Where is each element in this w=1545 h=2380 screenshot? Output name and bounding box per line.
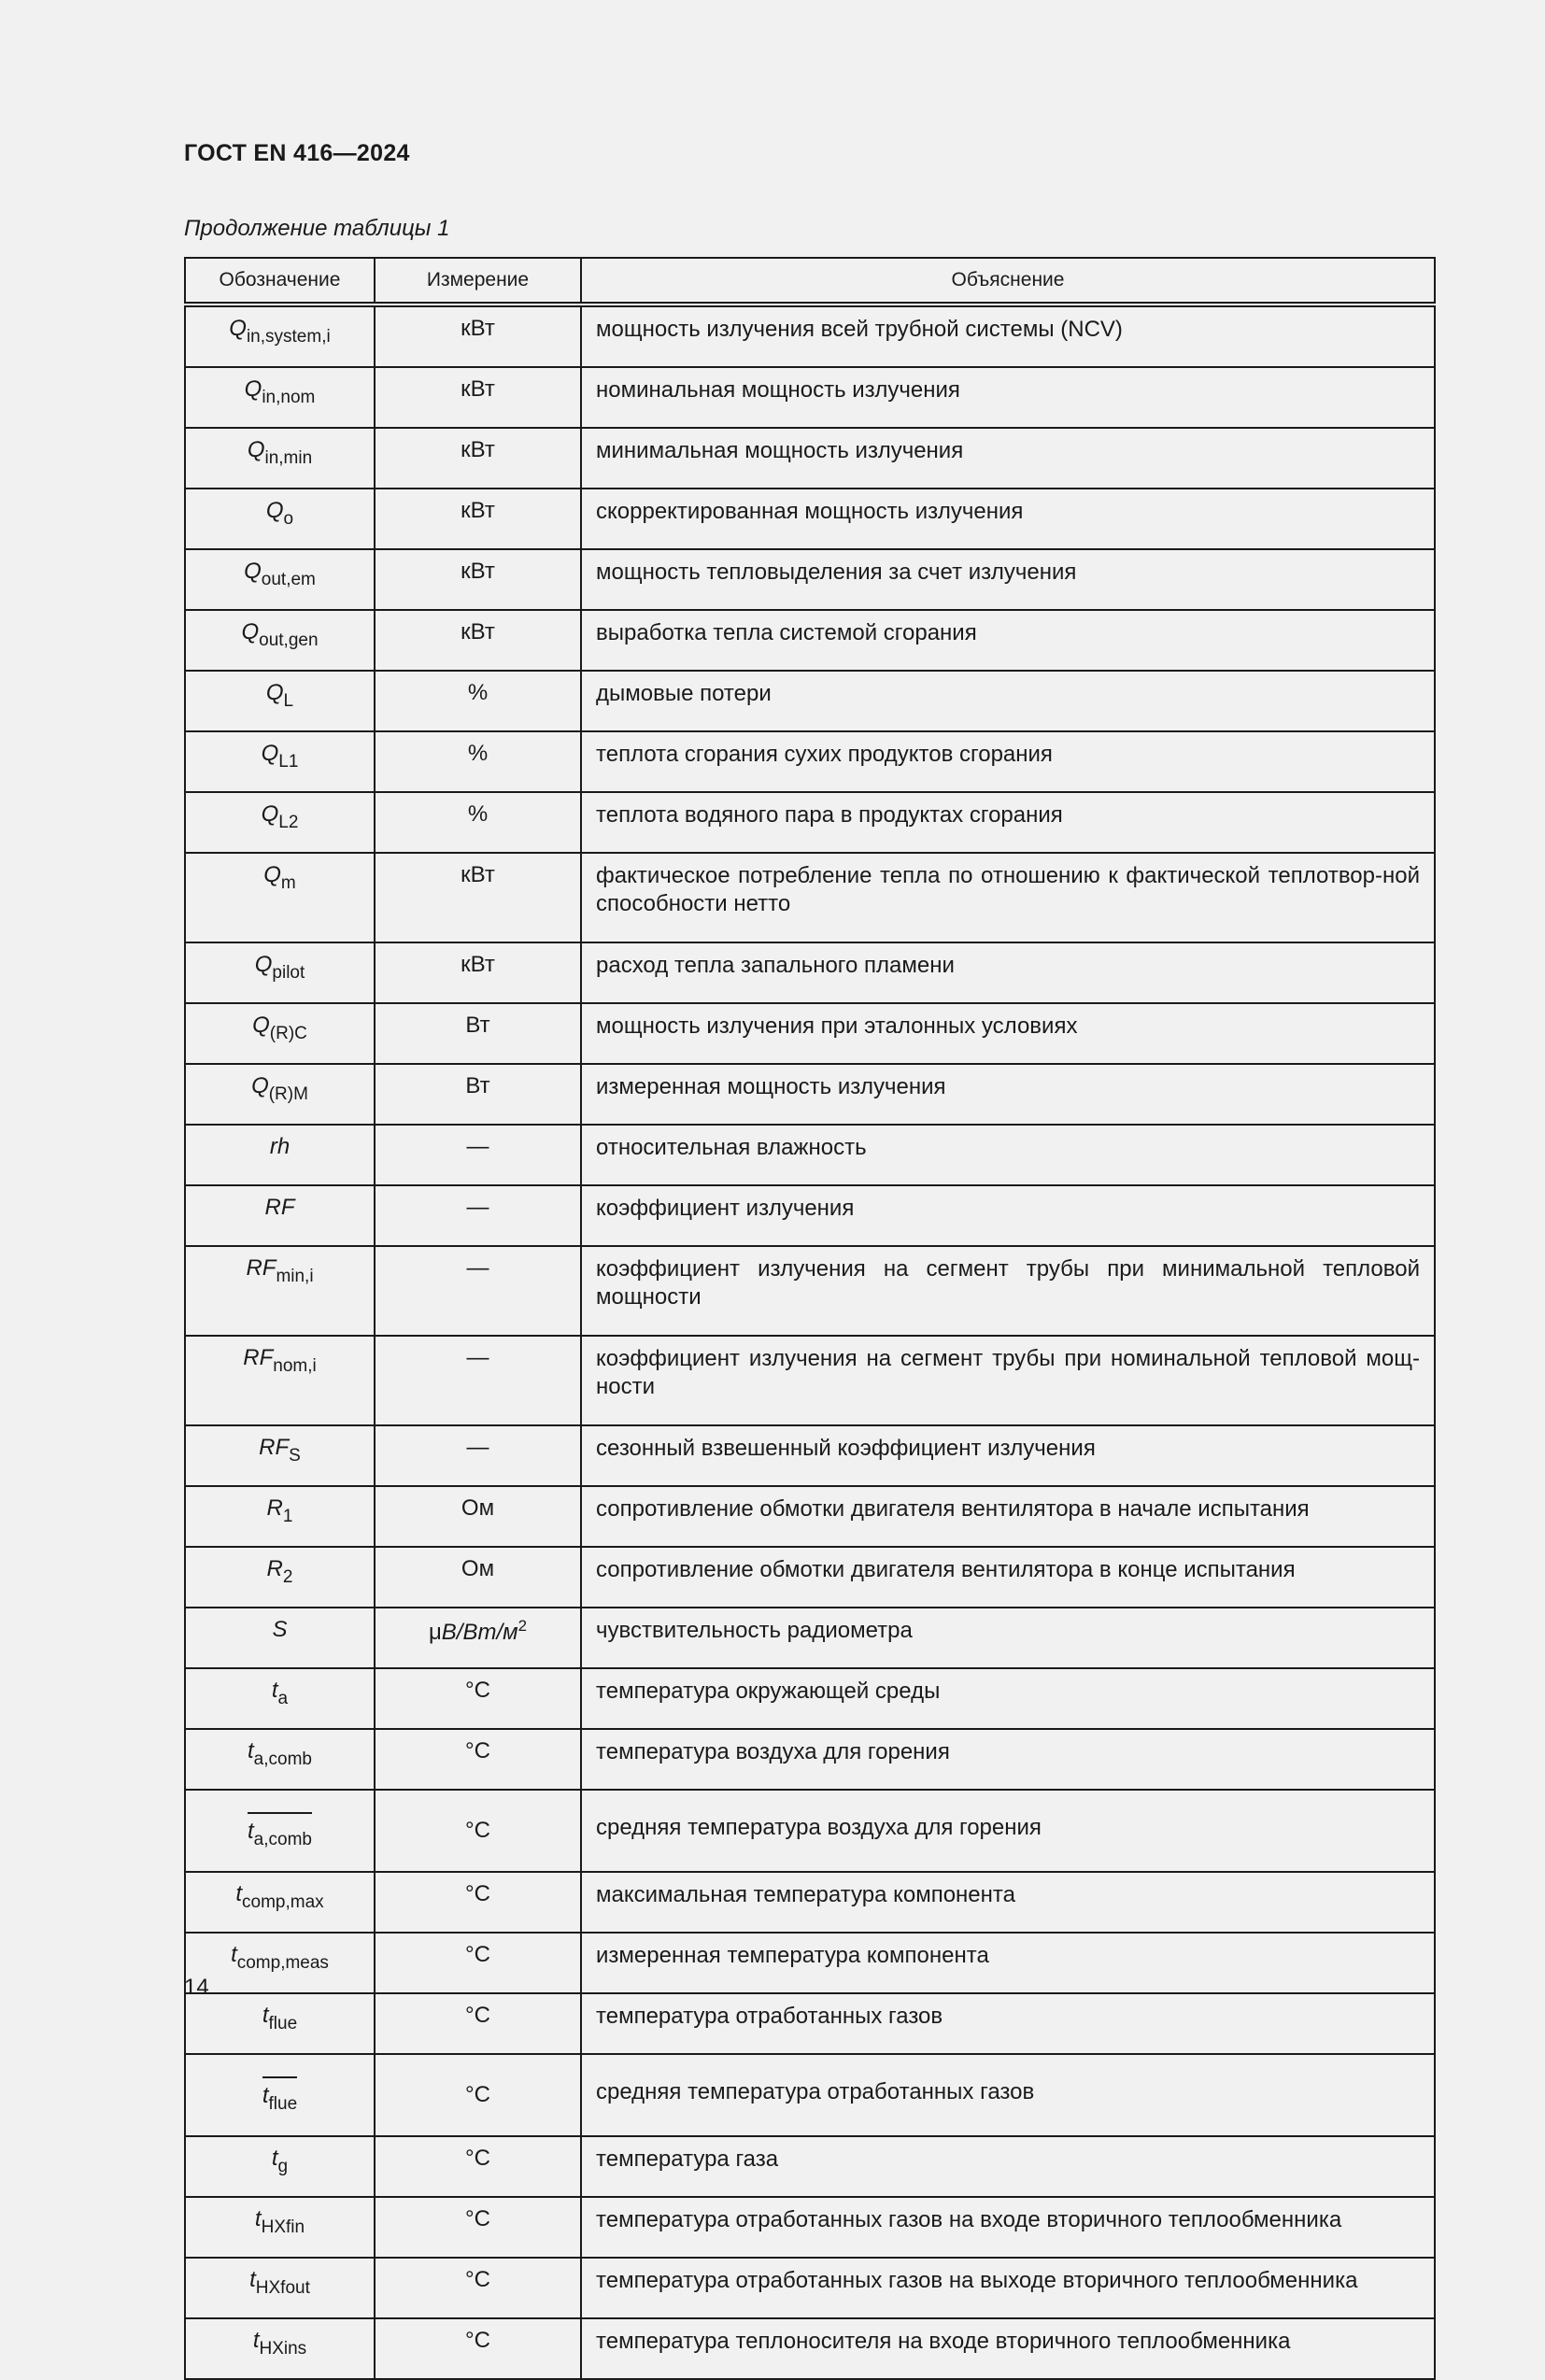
symbol	[265, 498, 294, 529]
symbol	[246, 1255, 314, 1286]
symbol	[265, 1195, 295, 1220]
description-cell: коэффициент излучения на сегмент трубы при номинальной тепловой мощ-ности	[581, 1336, 1435, 1425]
unit-cell	[375, 2318, 581, 2379]
symbol-subscript: pilot	[272, 963, 305, 983]
symbol-cell	[185, 1336, 375, 1425]
table-row	[185, 731, 1435, 792]
symbol	[272, 1617, 287, 1642]
unit-cell	[375, 1608, 581, 1668]
description-cell: температура отработанных газов	[581, 1993, 1435, 2054]
table-row	[185, 1608, 1435, 1668]
description-cell: чувствительность радиометра	[581, 1608, 1435, 1668]
unit-superscript: 2	[517, 1617, 528, 1635]
symbol-main: Q	[252, 1013, 270, 1038]
symbol	[265, 680, 294, 711]
symbol	[241, 619, 319, 650]
table-row	[185, 942, 1435, 1003]
description-cell: фактическое потребление тепла по отношению к фактической теплотвор-ной способности нетто	[581, 853, 1435, 942]
unit-cell	[375, 549, 581, 610]
unit-value: %	[467, 680, 489, 705]
symbol-subscript: nom,i	[273, 1356, 317, 1376]
unit-value: Ом	[461, 1495, 495, 1521]
symbol-main: t	[249, 2267, 256, 2292]
unit-cell	[375, 1790, 581, 1872]
unit-value: °C	[465, 2082, 490, 2107]
symbol-cell	[185, 2258, 375, 2318]
description-cell: измеренная мощность излучения	[581, 1064, 1435, 1125]
symbol	[261, 801, 299, 832]
description-cell: минимальная мощность излучения	[581, 428, 1435, 489]
description-cell: дымовые потери	[581, 671, 1435, 731]
table-row	[185, 1336, 1435, 1425]
table-row	[185, 1003, 1435, 1064]
symbol-main: Q	[247, 437, 265, 462]
symbol	[271, 1678, 289, 1708]
symbol-main: Q	[261, 741, 279, 766]
unit-cell	[375, 1064, 581, 1125]
symbol-subscript: flue	[268, 2014, 298, 2033]
table-row	[185, 549, 1435, 610]
symbol	[262, 2076, 297, 2115]
table-row	[185, 2136, 1435, 2197]
unit-value: Вт	[465, 1013, 490, 1038]
description-cell: температура отработанных газов на выходе вторичного теплообменника	[581, 2258, 1435, 2318]
symbol	[248, 1812, 312, 1850]
symbol-main: Q	[251, 1073, 269, 1098]
description-cell: теплота водяного пара в продуктах сгорания	[581, 792, 1435, 853]
table-row	[185, 2318, 1435, 2379]
description-cell: сопротивление обмотки двигателя вентилятора в начале испытания	[581, 1486, 1435, 1547]
unit-cell	[375, 305, 581, 367]
table-row	[185, 2054, 1435, 2136]
table-caption: Продолжение таблицы 1	[184, 216, 450, 241]
symbol-subscript: o	[283, 509, 294, 529]
description-cell: расход тепла запального пламени	[581, 942, 1435, 1003]
symbol-cell	[185, 1993, 375, 2054]
symbol	[251, 1073, 308, 1104]
symbol-subscript: m	[280, 873, 296, 893]
symbol-main: t	[271, 1678, 278, 1703]
symbol-main: t	[231, 1942, 237, 1967]
description-cell: скорректированная мощность излучения	[581, 489, 1435, 549]
symbol-subscript: a	[277, 1689, 289, 1708]
symbol-main: RF	[246, 1255, 276, 1281]
description-cell: сезонный взвешенный коэффициент излучения	[581, 1425, 1435, 1486]
symbol-cell	[185, 367, 375, 428]
symbol-cell	[185, 428, 375, 489]
symbol-cell	[185, 1668, 375, 1729]
symbol-cell	[185, 2136, 375, 2197]
symbol-subscript: flue	[268, 2093, 298, 2114]
table-row	[185, 853, 1435, 942]
symbol	[244, 376, 316, 407]
unit-cell	[375, 367, 581, 428]
symbol-subscript: comp,max	[242, 1892, 324, 1912]
symbol-cell	[185, 1933, 375, 1993]
unit-value: °C	[465, 2146, 490, 2171]
symbol-subscript: in,system,i	[246, 327, 331, 347]
symbol-subscript: g	[277, 2157, 289, 2176]
unit-value: кВт	[461, 952, 495, 977]
unit-value: —	[466, 1134, 489, 1159]
symbol-main: t	[254, 2206, 262, 2231]
unit-value: кВт	[461, 619, 495, 645]
unit-cell	[375, 1185, 581, 1246]
description-cell: мощность излучения при эталонных условиях	[581, 1003, 1435, 1064]
unit-value: —	[466, 1435, 489, 1460]
symbol-main: rh	[269, 1134, 291, 1159]
table-row	[185, 428, 1435, 489]
description-cell: выработка тепла системой сгорания	[581, 610, 1435, 671]
unit-value: °C	[465, 1942, 490, 1967]
symbol-cell	[185, 1185, 375, 1246]
table-row	[185, 367, 1435, 428]
symbol-cell	[185, 1608, 375, 1668]
unit-value: Вт	[465, 1073, 490, 1098]
description-cell: температура теплоносителя на входе вторичного теплообменника	[581, 2318, 1435, 2379]
symbol-subscript: (R)M	[268, 1084, 308, 1104]
symbol	[261, 741, 299, 772]
table-row	[185, 2197, 1435, 2258]
symbol-main: t	[248, 1738, 254, 1764]
document-header: ГОСТ EN 416—2024	[184, 140, 410, 166]
symbol	[271, 2146, 289, 2176]
unit-value: —	[466, 1345, 489, 1370]
symbol-main: Q	[244, 376, 262, 402]
unit-value: °C	[465, 1881, 490, 1906]
unit-value: °C	[465, 1738, 490, 1764]
unit-cell	[375, 489, 581, 549]
unit-cell	[375, 610, 581, 671]
symbol-cell	[185, 942, 375, 1003]
unit-cell	[375, 792, 581, 853]
symbol-cell	[185, 489, 375, 549]
symbol-main: S	[272, 1617, 288, 1642]
symbol	[263, 862, 296, 893]
table-row	[185, 1246, 1435, 1336]
unit-value: —	[466, 1195, 489, 1220]
unit-cell	[375, 2258, 581, 2318]
symbol-main: t	[248, 1818, 254, 1844]
unit-value: кВт	[461, 316, 495, 341]
symbol-subscript: L2	[278, 813, 299, 832]
column-header-symbol: Обозначение	[185, 258, 375, 305]
symbol-subscript: L	[283, 691, 294, 711]
symbol-main: RF	[264, 1195, 295, 1220]
symbol-cell	[185, 1425, 375, 1486]
description-cell: измеренная температура компонента	[581, 1933, 1435, 1993]
symbol	[259, 1435, 301, 1466]
description-cell: средняя температура воздуха для горения	[581, 1790, 1435, 1872]
table-row	[185, 792, 1435, 853]
unit-cell	[375, 1246, 581, 1336]
table-body	[185, 305, 1435, 2379]
unit-value: кВт	[461, 862, 495, 887]
unit-value: °C	[465, 2328, 490, 2353]
unit-cell	[375, 671, 581, 731]
symbol-subscript: a,comb	[253, 1829, 312, 1849]
unit-cell	[375, 1125, 581, 1185]
symbol-cell	[185, 1872, 375, 1933]
unit-value: °C	[465, 2267, 490, 2292]
symbol	[254, 952, 305, 983]
unit-cell	[375, 2054, 581, 2136]
table-row	[185, 489, 1435, 549]
description-cell: теплота сгорания сухих продуктов сгорания	[581, 731, 1435, 792]
symbol-subscript: a,comb	[253, 1750, 312, 1769]
symbol-main: RF	[243, 1345, 274, 1370]
table-row	[185, 1486, 1435, 1547]
unit-value: %	[467, 741, 489, 766]
symbol-subscript: (R)C	[269, 1024, 307, 1043]
symbol	[248, 1738, 312, 1769]
unit-cell	[375, 1993, 581, 2054]
symbol	[266, 1495, 293, 1526]
symbol-subscript: in,nom	[262, 388, 316, 407]
table-row	[185, 1729, 1435, 1790]
symbol-subscript: HXfout	[255, 2278, 310, 2298]
symbol-subscript: min,i	[276, 1267, 314, 1286]
description-cell: средняя температура отработанных газов	[581, 2054, 1435, 2136]
symbol	[266, 1556, 293, 1587]
unit-prefix: μ	[428, 1620, 442, 1645]
symbol-cell	[185, 1003, 375, 1064]
table-row	[185, 1668, 1435, 1729]
symbol	[235, 1881, 324, 1912]
table-row	[185, 305, 1435, 367]
unit-value: °C	[465, 1678, 490, 1703]
table-row	[185, 610, 1435, 671]
unit-value: °C	[465, 2206, 490, 2231]
symbol-subscript: 1	[282, 1507, 293, 1526]
symbol	[252, 1013, 307, 1043]
unit-cell	[375, 428, 581, 489]
symbols-table	[184, 257, 1436, 2380]
unit-cell	[375, 1547, 581, 1608]
symbol-main: Q	[261, 801, 279, 827]
table-row	[185, 1547, 1435, 1608]
symbol-cell	[185, 610, 375, 671]
table-row	[185, 2258, 1435, 2318]
unit-cell	[375, 1729, 581, 1790]
table-row	[185, 1790, 1435, 1872]
symbol-cell	[185, 2197, 375, 2258]
symbol-cell	[185, 792, 375, 853]
unit-cell	[375, 1872, 581, 1933]
symbol	[262, 2003, 298, 2033]
symbol-main: Q	[254, 952, 273, 977]
table-row	[185, 671, 1435, 731]
symbol-main: Q	[265, 498, 284, 523]
table-row	[185, 1064, 1435, 1125]
symbol	[243, 1345, 317, 1376]
description-cell: мощность тепловыделения за счет излучения	[581, 549, 1435, 610]
symbol-subscript: HXins	[259, 2339, 307, 2359]
symbol	[254, 2206, 305, 2237]
symbol	[252, 2328, 307, 2359]
unit-cell	[375, 942, 581, 1003]
symbol-subscript: comp,meas	[236, 1953, 329, 1973]
unit-value: °C	[465, 2003, 490, 2028]
symbol-cell	[185, 2054, 375, 2136]
unit-cell	[375, 1003, 581, 1064]
symbol-cell	[185, 1486, 375, 1547]
unit-value: —	[466, 1255, 489, 1281]
symbol-cell	[185, 1064, 375, 1125]
symbol-subscript: out,em	[261, 570, 316, 589]
symbol-cell	[185, 671, 375, 731]
symbol	[231, 1942, 329, 1973]
symbol-subscript: in,min	[264, 448, 313, 468]
unit-value: кВт	[461, 559, 495, 584]
table-row	[185, 1872, 1435, 1933]
symbol-cell	[185, 1729, 375, 1790]
symbol-cell	[185, 1125, 375, 1185]
symbol-cell	[185, 731, 375, 792]
symbol-cell	[185, 549, 375, 610]
symbol-subscript: 2	[282, 1567, 293, 1587]
unit-cell	[375, 853, 581, 942]
unit-cell	[375, 2197, 581, 2258]
symbol	[229, 316, 331, 347]
unit-cell	[375, 2136, 581, 2197]
description-cell: мощность излучения всей трубной системы (NCV)	[581, 305, 1435, 367]
unit-value: Ом	[461, 1556, 495, 1581]
description-cell: температура отработанных газов на входе вторичного теплообменника	[581, 2197, 1435, 2258]
symbol-subscript: HXfin	[261, 2217, 305, 2237]
symbol-main: t	[235, 1881, 243, 1906]
description-cell: температура воздуха для горения	[581, 1729, 1435, 1790]
symbol-cell	[185, 1246, 375, 1336]
unit-value: кВт	[461, 376, 495, 402]
description-cell: температура газа	[581, 2136, 1435, 2197]
unit-value: В/Вт/м	[441, 1620, 518, 1645]
symbol	[244, 559, 316, 589]
symbol	[249, 2267, 310, 2298]
symbol-subscript: out,gen	[259, 630, 319, 650]
symbol-cell	[185, 1790, 375, 1872]
symbol-main: RF	[259, 1435, 290, 1460]
unit-value: °C	[465, 1818, 490, 1843]
symbol	[247, 437, 313, 468]
symbol-cell	[185, 1547, 375, 1608]
description-cell: сопротивление обмотки двигателя вентилятора в конце испытания	[581, 1547, 1435, 1608]
unit-cell	[375, 1336, 581, 1425]
symbol-cell	[185, 853, 375, 942]
symbol-main: Q	[241, 619, 260, 645]
symbol-subscript: S	[289, 1446, 301, 1466]
symbol-main: Q	[229, 316, 247, 341]
symbol-main: t	[262, 2003, 269, 2028]
unit-value: кВт	[461, 437, 495, 462]
unit-cell	[375, 1933, 581, 1993]
symbol-main: R	[266, 1556, 283, 1581]
unit-cell	[375, 731, 581, 792]
symbol-cell	[185, 2318, 375, 2379]
description-cell: температура окружающей среды	[581, 1668, 1435, 1729]
description-cell: коэффициент излучения	[581, 1185, 1435, 1246]
symbol-subscript: L1	[278, 752, 299, 772]
symbol-main: t	[262, 2082, 269, 2108]
table-row	[185, 1185, 1435, 1246]
unit-cell	[375, 1425, 581, 1486]
column-header-explanation: Объяснение	[581, 258, 1435, 305]
description-cell: коэффициент излучения на сегмент трубы при минимальной тепловой мощности	[581, 1246, 1435, 1336]
unit-value: кВт	[461, 498, 495, 523]
table-row	[185, 1993, 1435, 2054]
table-row	[185, 1125, 1435, 1185]
unit-cell	[375, 1668, 581, 1729]
symbol-main: Q	[263, 862, 281, 887]
symbol-main: Q	[244, 559, 262, 584]
symbol-main: Q	[265, 680, 284, 705]
table-row	[185, 1933, 1435, 1993]
description-cell: номинальная мощность излучения	[581, 367, 1435, 428]
table-row	[185, 1425, 1435, 1486]
unit-cell	[375, 1486, 581, 1547]
symbol-main: t	[252, 2328, 260, 2353]
symbol-main: t	[271, 2146, 278, 2171]
symbol-cell	[185, 305, 375, 367]
page-number: 14	[184, 1975, 209, 2000]
symbol	[270, 1134, 290, 1159]
column-header-unit: Измерение	[375, 258, 581, 305]
description-cell: относительная влажность	[581, 1125, 1435, 1185]
symbol-main: R	[266, 1495, 283, 1521]
description-cell: максимальная температура компонента	[581, 1872, 1435, 1933]
unit-value: %	[467, 801, 489, 827]
